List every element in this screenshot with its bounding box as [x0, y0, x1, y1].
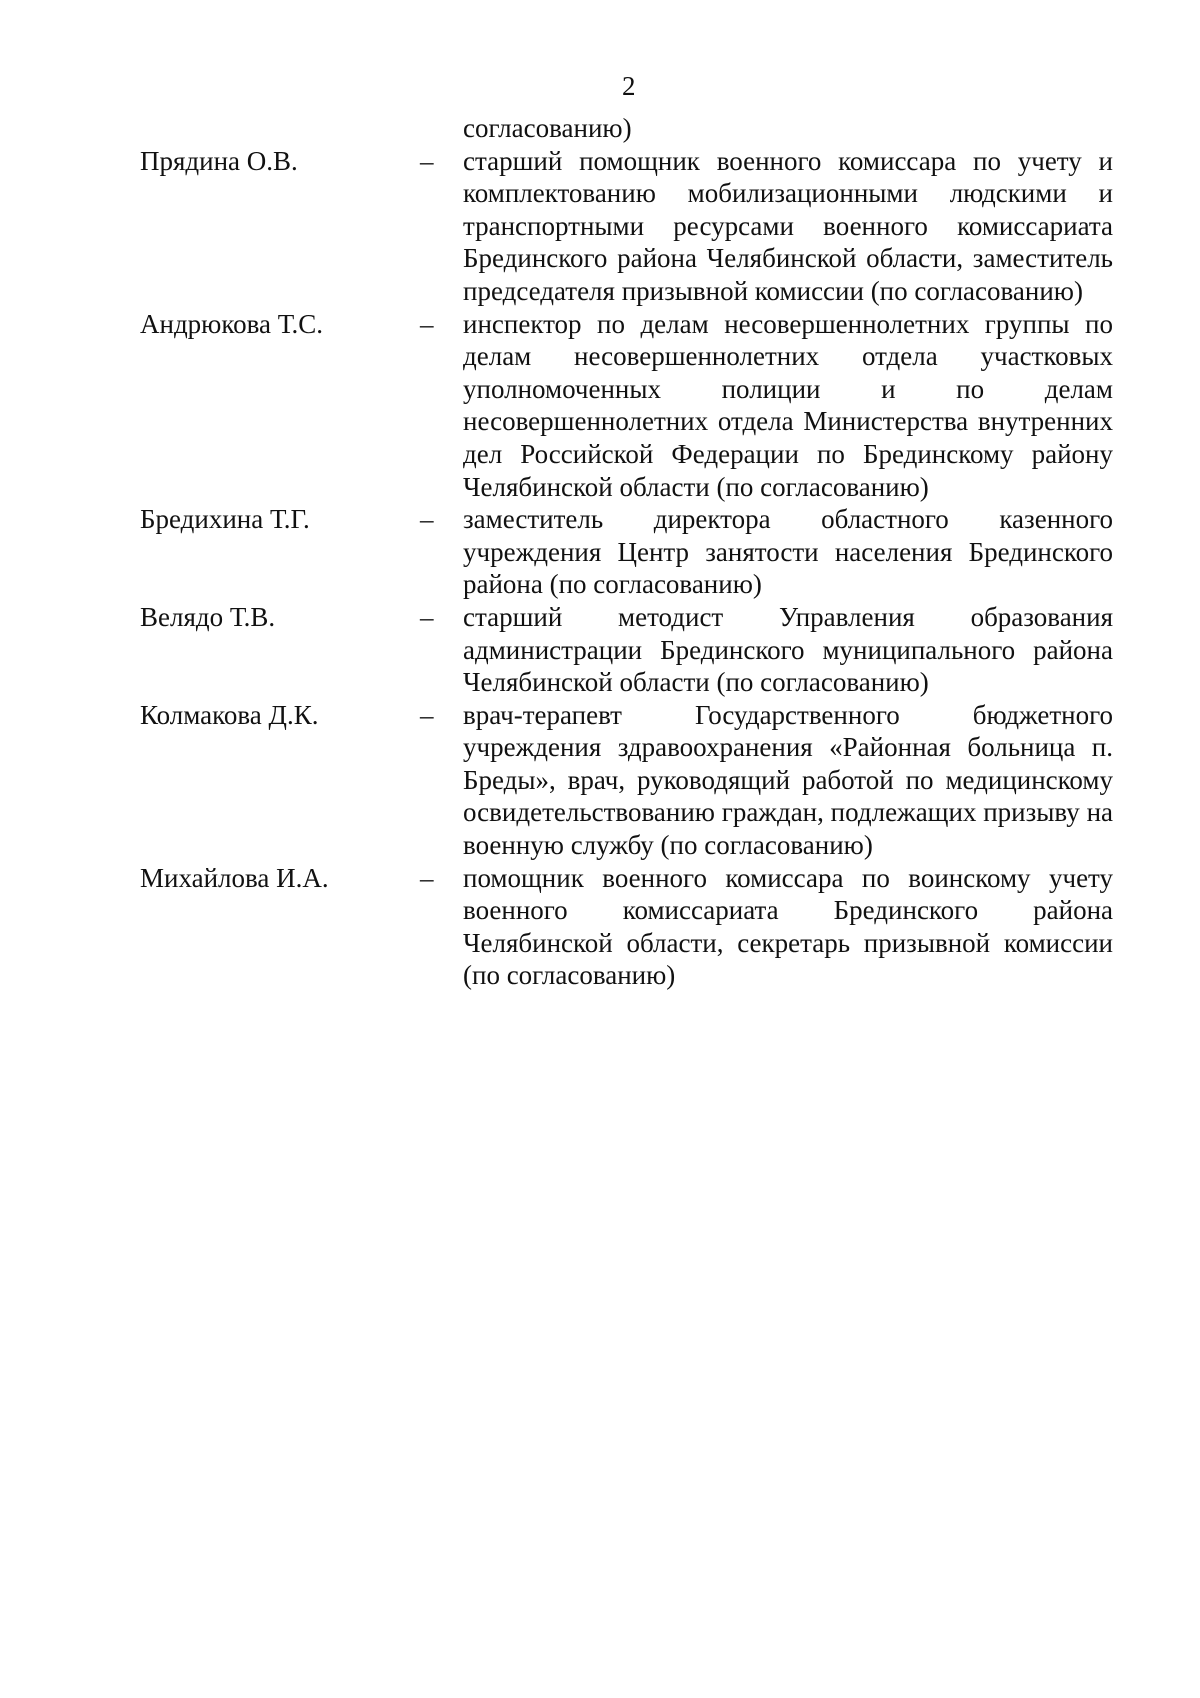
member-description: инспектор по делам несовершеннолетних группы по делам несовершеннолетних отдела участковых уполномоченных полиции и по делам несовершеннолетних отдела Министерства внутренних дел Российской Федерации по Брединскому району Челябинской области (по согласованию) — [463, 308, 1113, 502]
dash-separator: – — [420, 699, 434, 730]
page-number: 2 — [622, 71, 636, 101]
member-entry — [0, 862, 1200, 992]
member-name: Колмакова Д.К. — [140, 699, 319, 730]
dash-separator: – — [420, 308, 434, 339]
member-description: старший помощник военного комиссара по учету и комплектованию мобилизационными людскими и транспортными ресурсами военного комиссариата Брединского района Челябинской области, заместитель председателя призывной комиссии (по согласованию) — [463, 145, 1113, 306]
member-description: старший методист Управления образования администрации Брединского муниципального района Челябинской области (по согласованию) — [463, 601, 1113, 698]
member-entry — [0, 699, 1200, 862]
member-name: Бредихина Т.Г. — [140, 504, 310, 535]
dash-separator: – — [420, 145, 434, 176]
member-entry — [0, 308, 1200, 504]
member-name: Прядина О.В. — [140, 145, 298, 176]
member-name: Михайлова И.А. — [140, 862, 329, 893]
dash-separator: – — [420, 601, 434, 632]
commission-member-list — [0, 112, 1200, 992]
member-entry — [0, 145, 1200, 308]
member-entry — [0, 503, 1200, 601]
member-name: Велядо Т.В. — [140, 601, 276, 632]
member-entry — [0, 601, 1200, 699]
dash-separator: – — [420, 862, 434, 893]
continuation-text: согласованию) — [463, 113, 632, 143]
member-description: заместитель директора областного казенного учреждения Центр занятости населения Брединского района (по согласованию) — [463, 504, 1113, 600]
dash-separator: – — [420, 504, 434, 535]
member-name: Андрюкова Т.С. — [140, 308, 324, 339]
member-description: помощник военного комиссара по воинскому учету военного комиссариата Брединского района Челябинской области, секретарь призывной комиссии (по согласованию) — [463, 862, 1113, 991]
member-description: врач-терапевт Государственного бюджетного учреждения здравоохранения «Районная больница п. Бреды», врач, руководящий работой по медицинскому освидетельствованию граждан, подлежащих призыву на военную службу (по согласованию) — [463, 699, 1113, 861]
